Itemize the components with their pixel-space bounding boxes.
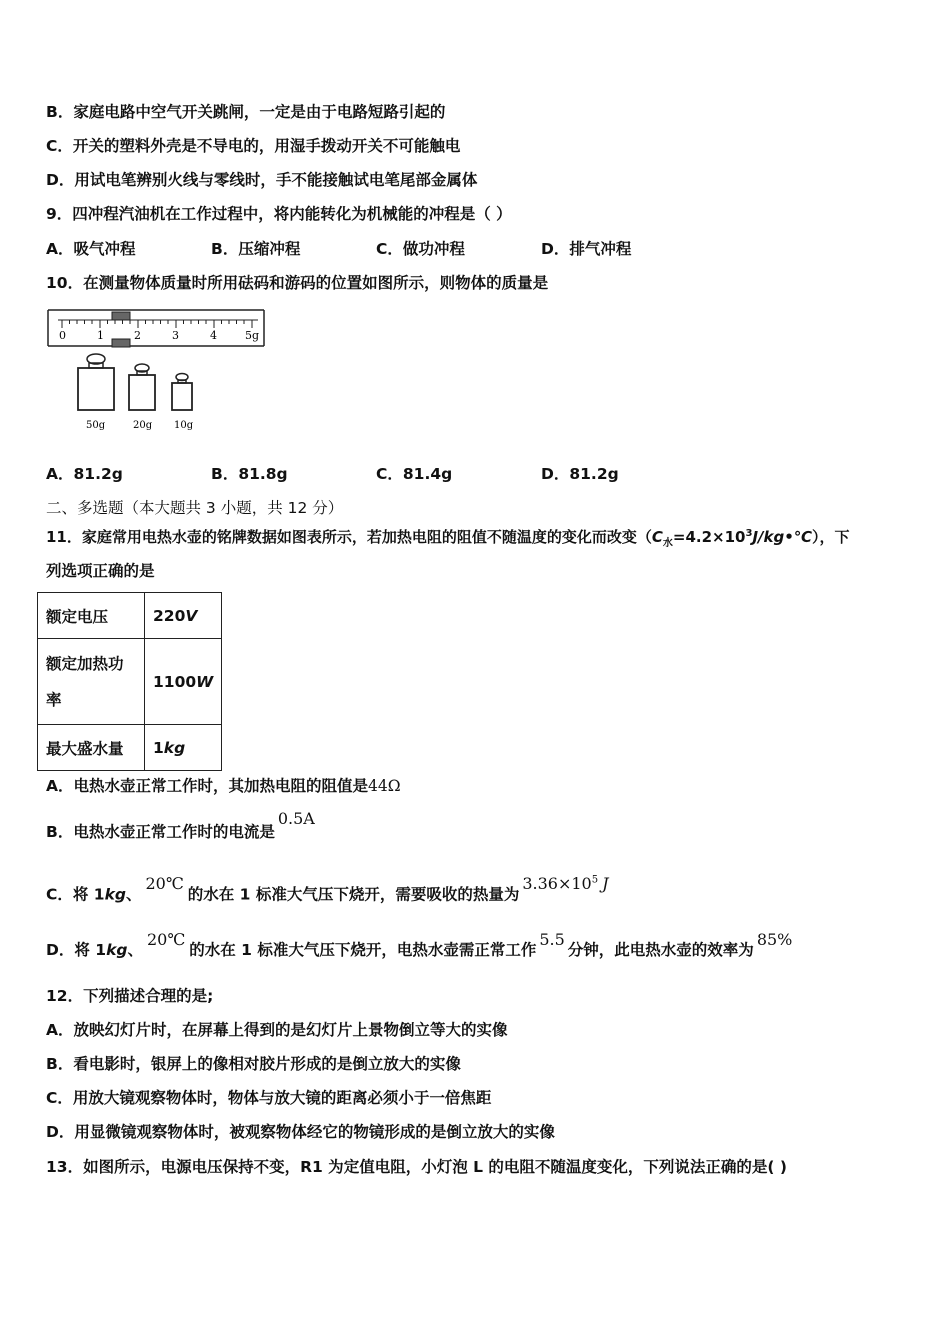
weight-label-10g: 10g [174,420,194,431]
weight-50g [78,354,114,431]
q11-option-d-kg: kg [106,941,128,959]
q9-option-b: B．压缩冲程 [211,240,301,258]
voltage-unit: V [185,606,198,625]
q13-stem: 13．如图所示，电源电压保持不变，R1 为定值电阻，小灯泡 L 的电阻不随温度变化，下列说法正确的是( ) [46,1158,787,1176]
q11-option-b [46,809,315,843]
q11-c-exp: 3 [745,528,753,539]
q11-stem-line1 [46,523,850,555]
q11-option-c-heat-unit: J [602,874,609,894]
q11-option-a-math: 44Ω [368,777,401,795]
section-2-heading: 二、多选题（本大题共 3 小题，共 12 分） [46,499,344,517]
q10-option-b: B．81.8g [211,465,288,483]
q12-stem: 12．下列描述合理的是; [46,987,214,1005]
q11-option-c-kg: kg [104,885,126,904]
scale-label-3: 3 [172,329,179,342]
scale-label-4: 4 [210,329,217,342]
q11-c-value: =4.2×10 [672,528,746,546]
q11-option-d-time: 5.5 [539,930,565,949]
q11-option-c-part1: C．将 1 [46,885,105,904]
scale-label-5: 5g [245,329,260,342]
power-unit: W [196,672,214,691]
q11-option-c-heat [522,874,608,893]
q11-stem-b: ），下 [812,528,850,546]
spec-row-capacity [38,725,222,771]
q12-option-c: C．用放大镜观察物体时，物体与放大镜的距离必须小于一倍焦距 [46,1089,492,1107]
power-label-1: 额定加热功 [46,654,124,673]
spec-value-capacity [145,725,222,771]
capacity-unit: kg [163,738,186,757]
q9-option-c: C．做功冲程 [376,240,465,258]
weight-label-20g: 20g [133,420,153,431]
spec-label-power [38,639,145,725]
q11-option-c-part3: 的水在 1 标准大气压下烧开，需要吸收的热量为 [187,885,520,904]
q11-option-c-sep: 、 [125,885,142,904]
scale-label-1: 1 [97,329,104,342]
scale-label-0: 0 [59,329,66,342]
power-label-2: 率 [46,690,62,709]
q11-option-c-heat-exp: 5 [591,875,599,886]
q9-option-a: A．吸气冲程 [46,240,136,258]
q11-option-d-part3: 的水在 1 标准大气压下烧开，电热水壶需正常工作 [189,941,537,959]
q9-option-d: D．排气冲程 [541,240,632,258]
q11-option-d-part1: D．将 1 [46,941,107,959]
q10-option-a: A．81.2g [46,465,123,483]
q11-option-d-temp: 20℃ [146,930,186,949]
balance-figure [46,304,276,440]
option-b-line: B．家庭电路中空气开关跳闸，一定是由于电路短路引起的 [46,103,446,121]
spec-value-power [145,639,222,725]
q12-option-b: B．看电影时，银屏上的像相对胶片形成的是倒立放大的实像 [46,1055,461,1073]
q11-option-a [46,775,401,797]
spec-row-power [38,639,222,725]
power-value: 1100 [153,672,197,691]
weight-20g [129,364,155,431]
q11-stem-a: 11．家庭常用电热水壶的铭牌数据如图表所示，若加热电阻的阻值不随温度的变化而改变（ [46,528,652,546]
capacity-value: 1 [153,738,164,757]
q11-option-d-part4: 分钟，此电热水壶的效率为 [567,941,754,959]
q11-option-a-text: A．电热水壶正常工作时，其加热电阻的阻值是 [46,777,368,795]
voltage-value: 220 [153,606,186,625]
rider-bottom [112,339,130,347]
rider-top [112,312,130,320]
q10-option-d: D．81.2g [541,465,619,483]
q10-option-c: C．81.4g [376,465,453,483]
option-c-line: C．开关的塑料外壳是不导电的，用湿手拨动开关不可能触电 [46,137,461,155]
q11-option-c-temp: 20℃ [145,874,184,894]
kettle-spec-table [37,592,222,771]
spec-row-voltage [38,593,222,639]
q11-option-d-sep: 、 [127,941,143,959]
q10-stem: 10．在测量物体质量时所用砝码和游码的位置如图所示，则物体的质量是 [46,274,549,292]
q11-option-d [46,930,793,961]
q9-stem: 9．四冲程汽油机在工作过程中，将内能转化为机械能的冲程是（ ） [46,205,512,223]
spec-label-capacity: 最大盛水量 [38,725,145,771]
q11-option-b-text: B．电热水壶正常工作时的电流是 [46,823,275,841]
q11-option-d-efficiency: 85% [756,930,793,949]
q11-option-b-value: 0.5A [277,809,315,828]
scale-label-2: 2 [134,329,141,342]
weight-10g [172,374,194,432]
weight-label-50g: 50g [86,420,106,431]
q11-c-sub: 水 [662,538,673,549]
spec-value-voltage [145,593,222,639]
q11-c-symbol: C [651,528,663,546]
option-d-line: D．用试电笔辨别火线与零线时，手不能接触试电笔尾部金属体 [46,171,478,189]
q11-option-c-heat-value: 3.36×10 [522,874,592,894]
q12-option-a: A．放映幻灯片时，在屏幕上得到的是幻灯片上景物倒立等大的实像 [46,1021,508,1039]
q12-option-d: D．用显微镜观察物体时，被观察物体经它的物镜形成的是倒立放大的实像 [46,1123,555,1141]
q11-c-unit: J/kg•℃ [752,528,812,546]
q11-option-b-math [278,809,315,828]
beam-scale [48,310,264,347]
spec-label-voltage: 额定电压 [38,593,145,639]
q11-stem-line2: 列选项正确的是 [46,562,155,580]
q11-option-c [46,874,609,905]
